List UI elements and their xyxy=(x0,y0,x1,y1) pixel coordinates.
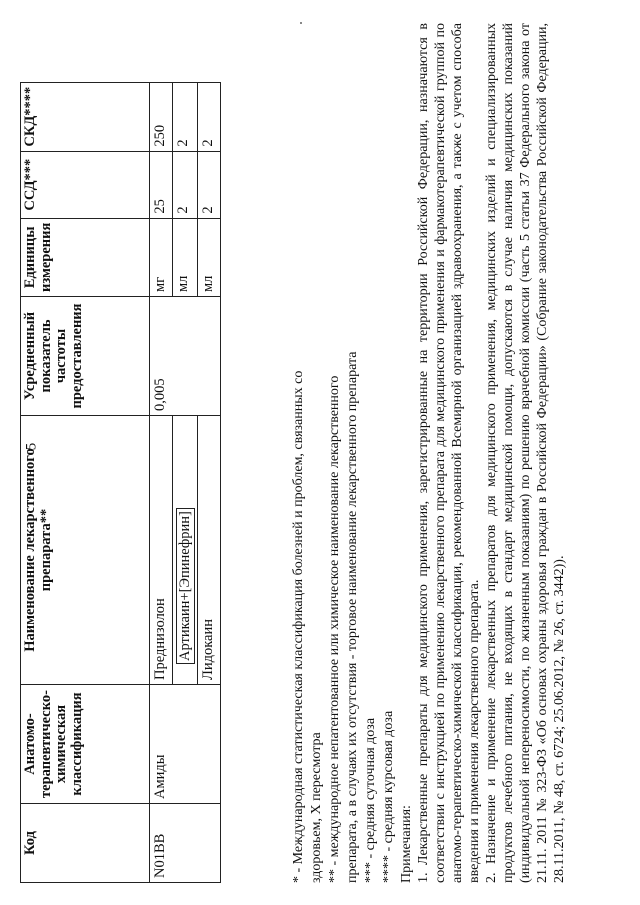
notes-section xyxy=(398,23,568,883)
header-drug-name: Наименование лекарственного препарата** xyxy=(21,416,150,685)
header-ssd: ССД*** xyxy=(21,151,150,218)
cell-drug-name xyxy=(173,416,198,685)
header-unit: Единицы измерения xyxy=(21,218,150,296)
table-row xyxy=(150,82,173,882)
cell-ssd: 25 xyxy=(150,151,173,218)
footnote: * - Международная статистическая классификация болезней и проблем, связанных со здоровьем, X пересмотра xyxy=(291,370,324,883)
cell-unit: мл xyxy=(173,218,198,296)
cell-drug-name: Преднизолон xyxy=(150,416,173,685)
drug-table xyxy=(20,82,221,883)
cell-frequency: 0,005 xyxy=(150,297,221,416)
footnote: **** - средняя курсовая доза xyxy=(381,710,396,883)
cell-skd: 2 xyxy=(173,82,198,151)
footnote: ** - международное непатентованное или химическое наименование лекарственного препарата, а в случаях их отсутствия - торговое наименование лекарственного препарата xyxy=(327,351,360,883)
page-number: 5 xyxy=(23,442,40,451)
cell-drug-name: Лидокаин xyxy=(198,416,221,685)
cell-unit: мл xyxy=(198,218,221,296)
footnotes xyxy=(290,323,398,883)
cell-ssd: 2 xyxy=(173,151,198,218)
header-code: Код xyxy=(21,804,150,883)
cell-skd: 250 xyxy=(150,82,173,151)
cell-unit: мг xyxy=(150,218,173,296)
cell-ssd: 2 xyxy=(198,151,221,218)
cell-atc: Амиды xyxy=(150,685,221,804)
table-header-row xyxy=(21,82,150,882)
note-item: 1. Лекарственные препараты для медицинского применения, зарегистрированные на территории Российской Федерации, назначаются в соответствии с инструкцией по применению лекарственного препарата для медицинского применения и фармакотерапевтической группой по анатомо-терапевтическо-химической классификации, рекомендованной Всемирной организацией здравоохранения, а также с учетом способа введения и применения лекарственного препарата. xyxy=(416,23,482,883)
header-frequency: Усредненный показатель частоты предоставления xyxy=(21,297,150,416)
notes-title: Примечания: xyxy=(399,805,414,883)
note-item: 2. Назначение и применение лекарственных препаратов для медицинского применения, медицинских изделий и специализированных продуктов лечебного питания, не входящих в стандарт медицинской помощи, допускаются в случае наличия медицинских показаний (индивидуальной непереносимости, по жизненным показаниям) по решению врачебной комиссии (часть 5 статьи 37 Федерального закона от 21.11. 2011 № 323-ФЗ «Об основах охраны здоровья граждан в Российской Федерации» (Собрание законодательства Российской Федерации, 28.11.2011, № 48, ст. 6724; 25.06.2012, № 26, ст. 3442)). xyxy=(484,23,567,883)
drug-name-boxed: Артикаин+[Эпинефрин] xyxy=(176,508,195,664)
footnote: *** - средняя суточная доза xyxy=(363,717,378,883)
rotated-page-content xyxy=(20,23,620,883)
header-skd: СКД**** xyxy=(21,82,150,151)
cell-code: N01BB xyxy=(150,804,221,883)
header-atc: Анатомо-терапевтическо-химическая классификация xyxy=(21,685,150,804)
cell-skd: 2 xyxy=(198,82,221,151)
